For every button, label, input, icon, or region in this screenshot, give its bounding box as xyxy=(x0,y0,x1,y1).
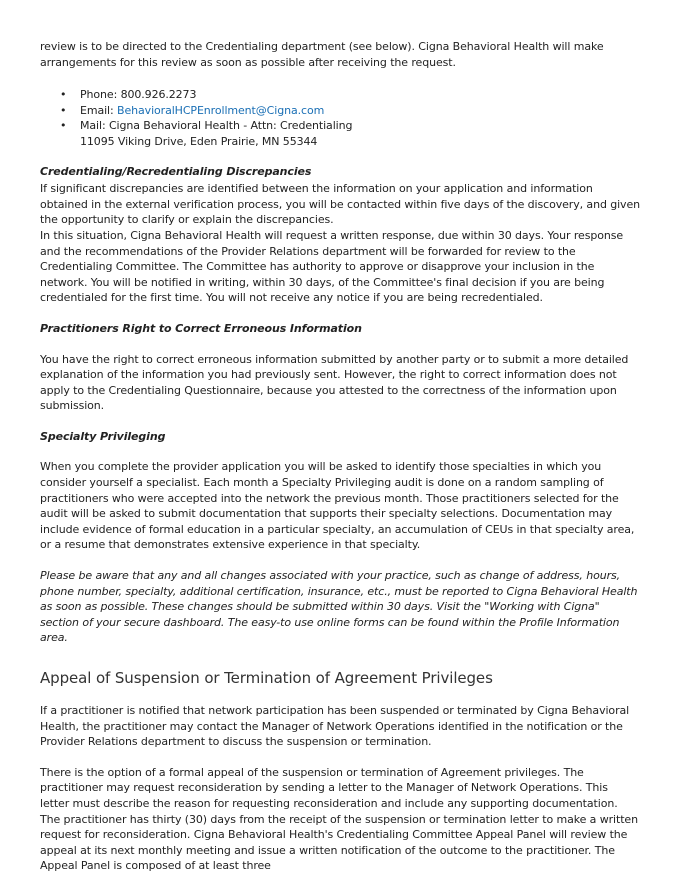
specialty-paragraph: When you complete the provider application you will be asked to identify those specialties in which you consider yourself a specialist. Each month a Specialty Privileging audit is done on a random sampling of practitioners who were accepted into the network the previous month. Those practitioners selected for the audit will be asked to submit documentation that supports their specialty selections. Documentation may include evidence of formal education in a particular specialty, an accumulation of CEUs in that specialty area, or a resume that demonstrates extensive experience in that specialty. xyxy=(40,460,635,552)
contact-phone xyxy=(40,87,640,103)
contact-mail xyxy=(40,118,640,149)
discrepancies-paragraph-1: If significant discrepancies are identified between the information on your application and information obtained in the external verification process, you will be contacted within five days of the discovery, and given the opportunity to clarify or explain the discrepancies. xyxy=(40,182,641,227)
discrepancies-paragraph-2: In this situation, Cigna Behavioral Health will request a written response, due within 30 days. Your response and the recommendations of the Provider Relations department will be forwarded for review to the Credentialing Committee. The Committee has authority to approve or disapprove your inclusion in the network. You will be notified in writing, within 30 days, of the Committee's final decision if you are being credentialed for the first time. You will not receive any notice if you are being recredentialed. xyxy=(40,228,624,305)
changes-note: Please be aware that any and all changes associated with your practice, such as change of address, hours, phone number, specialty, additional certification, insurance, etc., must be reported to Cigna Behavioral Health as soon as possible. These changes should be submitted within 30 days. Visit the "Working with Cigna" section of your secure dashboard. The easy-to use online forms can be found within the Profile Information area. xyxy=(40,569,638,645)
phone-text: Phone: 800.926.2273 xyxy=(80,88,197,102)
discrepancies-heading: Credentialing/Recredentialing Discrepancies xyxy=(40,164,312,178)
bullet-icon: • xyxy=(60,103,67,117)
correct-info-paragraph: You have the right to correct erroneous information submitted by another party or to submit a more detailed explanation of the information you had previously sent. However, the right to correct information does not apply to the Credentialing Questionnaire, because you attested to the correctness of the information upon submission. xyxy=(40,352,629,413)
correct-info-heading: Practitioners Right to Correct Erroneous Information xyxy=(40,321,362,335)
email-link[interactable]: BehavioralHCPEnrollment@Cigna.com xyxy=(117,103,325,117)
appeal-heading: Appeal of Suspension or Termination of Agreement Privileges xyxy=(40,669,493,687)
discrepancies-section xyxy=(40,181,640,306)
mail-line-2: 11095 Viking Drive, Eden Prairie, MN 55344 xyxy=(80,134,318,148)
bullet-icon: • xyxy=(60,88,67,102)
intro-paragraph: review is to be directed to the Credentialing department (see below). Cigna Behavioral Health will make arrangements for this review as soon as possible after receiving the request. xyxy=(40,40,604,69)
appeal-paragraph-1: If a practitioner is notified that network participation has been suspended or terminated by Cigna Behavioral Health, the practitioner may contact the Manager of Network Operations identified in the notification or the Provider Relations department to discuss the suspension or termination. xyxy=(40,704,630,749)
contact-list xyxy=(40,87,640,149)
specialty-heading: Specialty Privileging xyxy=(40,429,166,443)
contact-email xyxy=(40,103,640,119)
email-label: Email: xyxy=(80,103,118,117)
appeal-paragraph-2: There is the option of a formal appeal of the suspension or termination of Agreement privileges. The practitioner may request reconsideration by sending a letter to the Manager of Network Operations. This letter must describe the reason for requesting reconsideration and include any supporting documentation. The practitioner has thirty (30) days from the receipt of the suspension or termination letter to make a written request for reconsideration. Cigna Behavioral Health's Credentialing Committee Appeal Panel will review the appeal at its next monthly meeting and issue a written notification of the outcome to the practitioner. The Appeal Panel is composed of at least three xyxy=(40,765,638,873)
mail-line-1: Mail: Cigna Behavioral Health - Attn: Credentialing xyxy=(80,119,353,133)
bullet-icon: • xyxy=(60,119,67,133)
